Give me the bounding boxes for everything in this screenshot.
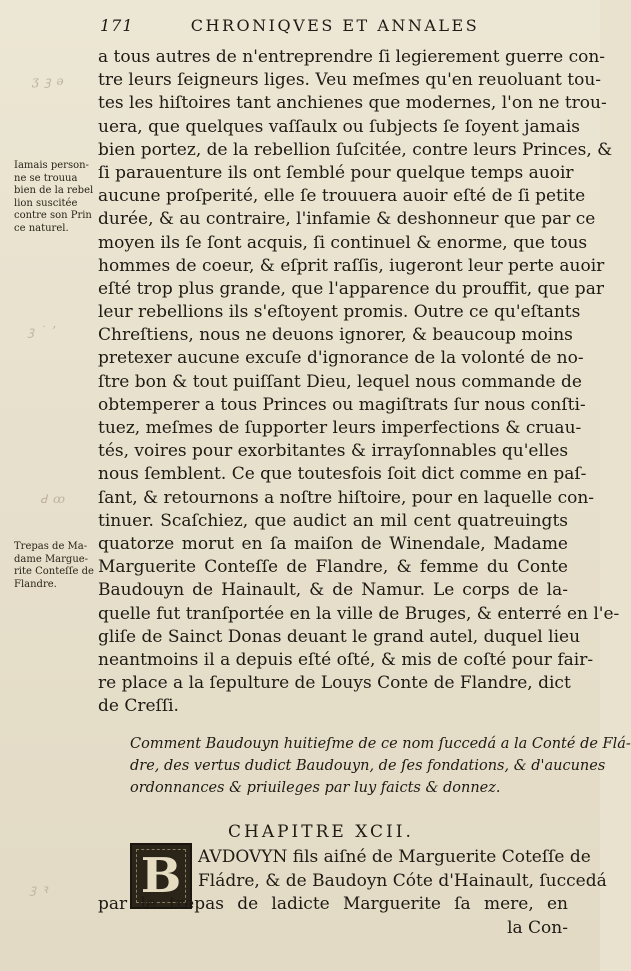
text-line: Marguerite Conteſſe de Flandre, & femme du Conte [98,557,568,578]
margin-note-line: Flandre. [14,578,57,590]
margin-note-line: ne se trouua [14,172,78,184]
folio-number: 171 [100,16,134,35]
text-line: pretexer aucune excuſe d'ignorance de la volonté de no- [98,348,584,369]
margin-note-line: bien de la rebel [14,185,94,196]
text-line: tre leurs ſeigneurs liges. Veu meſmes qu'en reuoluant tou- [98,70,602,91]
text-line: uera, que quelques vaſſaulx ou ſubjects ſe ſoyent jamais [98,116,581,137]
text-line: de Creſſi. [98,696,179,717]
drop-cap-letter: B [140,848,182,904]
text-line: par le trepas de ladicte Marguerite ſa mere, en [98,894,568,914]
running-title: CHRONIQVES ET ANNALES [190,16,480,35]
text-line: re place a la ſepulture de Louys Conte de Flandre, dict [98,673,571,694]
text-line: tinuer. Scaſchiez, que audict an mil cent quatreuingts [98,510,568,531]
margin-note-line: Iamais person- [14,160,89,171]
text-line: moyen ils ſe ſont acquis, ſi continuel & enorme, que tous [98,232,588,253]
margin-note-trepas [14,541,96,591]
text-line: durée, & au contraire, l'infamie & deshonneur que par ce [98,209,596,230]
text-line: eſté trop plus grande, que l'apparence du prouffit, que par [98,278,604,299]
text-line: tuez, meſmes de ſupporter leurs imperfections & cruau- [98,418,582,438]
text-line: AVDOVYN fils aiſné de Marguerite Coteſſe de [198,847,591,867]
show-through-mark: ꝫ ꝛ [30,882,49,896]
text-line: hommes de coeur, & eſprit raſſis, iugeront leur perte auoir [98,255,605,276]
body-text [98,46,620,718]
text-line: la Con- [507,917,568,938]
chapter-text [98,846,607,940]
page-header [0,10,600,40]
margin-note-line: rite Conteſſe de [14,566,94,577]
margin-note-line: Trepas de Ma- [14,541,88,552]
text-line: tés, voires pour exorbitantes & irrayſonnables qu'elles [98,441,569,462]
margin-note-line: lion suscitée [14,197,78,209]
summary-line: ordonnances & priuileges par luy faicts & donnez. [130,780,501,796]
text-line: leur rebellions ils s'eſtoyent promis. Outre ce qu'eſtants [98,302,581,323]
text-line: a tous autres de n'entreprendre ſi legierement guerre con- [98,47,606,67]
text-line: Baudouyn de Hainault, & de Namur. Le corps de la- [98,580,568,601]
text-line: tes les hiſtoires tant anchienes que modernes, l'on ne trou- [98,93,607,114]
text-line: aucune proſperité, elle ſe trouuera auoir eſté de ſi petite [98,186,586,207]
show-through-mark: ꝫ ˙ ʼ [28,324,57,338]
text-line: Chreſtiens, nous ne deuons ignorer, & beaucoup moins [98,325,573,346]
margin-note-line: ce naturel. [14,222,69,234]
text-line: bien portez, de la rebellion ſuſcitée, contre leurs Princes, & [98,139,613,160]
text-line: quelle fut tranſportée en la ville de Bruges, & enterré en l'e- [98,603,620,624]
summary-line: dre, des vertus dudict Baudouyn, de ſes fondations, & d'aucunes [130,758,606,774]
margin-note-line: contre son Prin [14,210,92,221]
summary-line: Comment Baudouyn huitieſme de ce nom ſuccedá a la Conté de Flá- [130,736,631,752]
chapter-heading: CHAPITRE XCII. [228,822,414,842]
text-line: ſant, & retournons a noſtre hiſtoire, pour en laquelle con- [98,487,595,508]
show-through-mark: ʒ ꝫ ǝ [32,74,65,88]
text-line: quatorze morut en ſa maiſon de Winendale, Madame [98,533,568,554]
text-line: gliſe de Sainct Donas deuant le grand autel, duquel lieu [98,626,581,647]
text-line: nous ſemblent. Ce que toutesfois ſoit dict comme en paſ- [98,464,587,485]
text-line: neantmoins il a depuis eſté oſté, & mis de coſté pour fair- [98,649,594,670]
text-line: Fládre, & de Baudoyn Cóte d'Hainault, ſuccedá [198,870,607,891]
chapter-summary [130,733,631,799]
show-through-mark: ꓒ ꝏ [40,492,67,506]
margin-note-line: dame Margue- [14,553,89,565]
text-line: ſi parauenture ils ont ſemblé pour quelque temps auoir [98,162,574,183]
margin-note-rebellion [14,160,96,235]
text-line: ſtre bon & tout puiſſant Dieu, lequel nous commande de [98,371,582,392]
text-line: obtemperer a tous Princes ou magiſtrats ſur nous conſti- [98,394,586,415]
